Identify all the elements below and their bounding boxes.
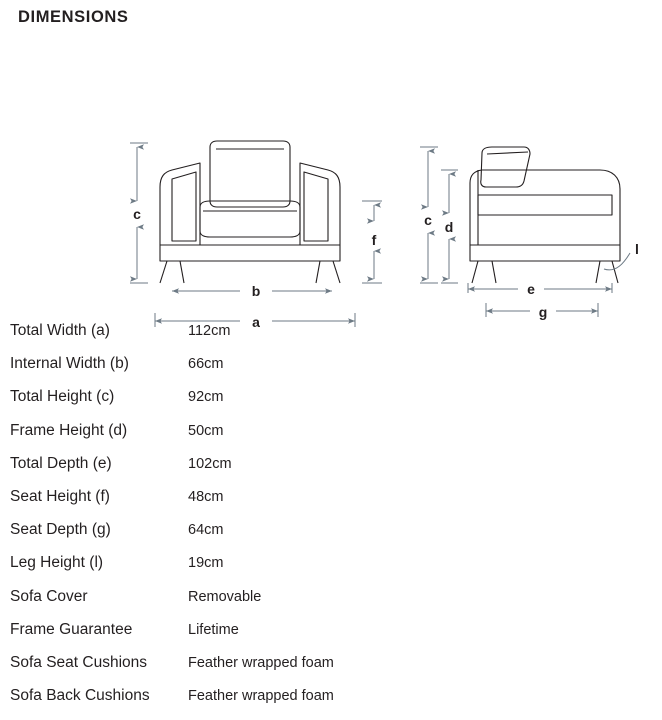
dimension-label-a: a [252,314,260,330]
dimension-label-c-side: c [424,212,432,228]
spec-value: 50cm [188,422,224,439]
table-row [10,488,650,521]
spec-label: Sofa Seat Cushions [10,653,148,671]
table-row [10,554,650,587]
table-row [10,388,650,421]
table-row [10,687,650,720]
spec-label: Total Height (c) [10,388,115,406]
armchair-side-view [470,147,620,283]
table-row [10,654,650,687]
table-row [10,455,650,488]
dimension-label-b: b [251,283,261,299]
spec-label: Seat Height (f) [10,487,110,505]
spec-value: 112cm [188,323,231,339]
spec-label: Internal Width (b) [10,355,129,373]
table-row [10,521,650,554]
spec-label: Total Width (a) [10,322,110,339]
dimension-label-d: d [444,219,454,235]
dimension-e-side [468,283,612,293]
dimension-label-g: g [538,304,548,320]
spec-label: Leg Height (l) [10,554,104,572]
spec-value: 64cm [188,522,224,539]
spec-value: Feather wrapped foam [188,654,334,671]
dimension-label-l: l [635,241,639,257]
spec-label: Frame Guarantee [10,620,133,638]
spec-value: Removable [188,588,262,605]
spec-label: Total Depth (e) [10,454,112,472]
page-title: DIMENSIONS [18,8,129,26]
table-row [10,621,650,654]
dimensions-spec-table [10,322,650,720]
spec-value: 102cm [188,455,232,472]
table-row [10,355,650,388]
dimension-label-f: f [371,232,377,248]
dimension-label-c: c [133,206,141,222]
spec-label: Sofa Back Cushions [10,687,150,705]
table-row [10,588,650,621]
dimensions-diagram [0,55,662,330]
table-row [10,422,650,455]
armchair-front-view [160,141,340,283]
spec-label: Frame Height (d) [10,421,128,439]
table-row [10,322,650,355]
spec-label: Seat Depth (g) [10,521,111,539]
spec-value: 48cm [188,488,224,505]
spec-value: 66cm [188,356,224,373]
spec-value: 92cm [188,389,224,406]
spec-value: Lifetime [188,621,239,638]
spec-value: Feather wrapped foam [188,688,334,705]
spec-label: Sofa Cover [10,587,88,605]
spec-value: 19cm [188,555,224,572]
dimension-label-e: e [527,281,535,297]
